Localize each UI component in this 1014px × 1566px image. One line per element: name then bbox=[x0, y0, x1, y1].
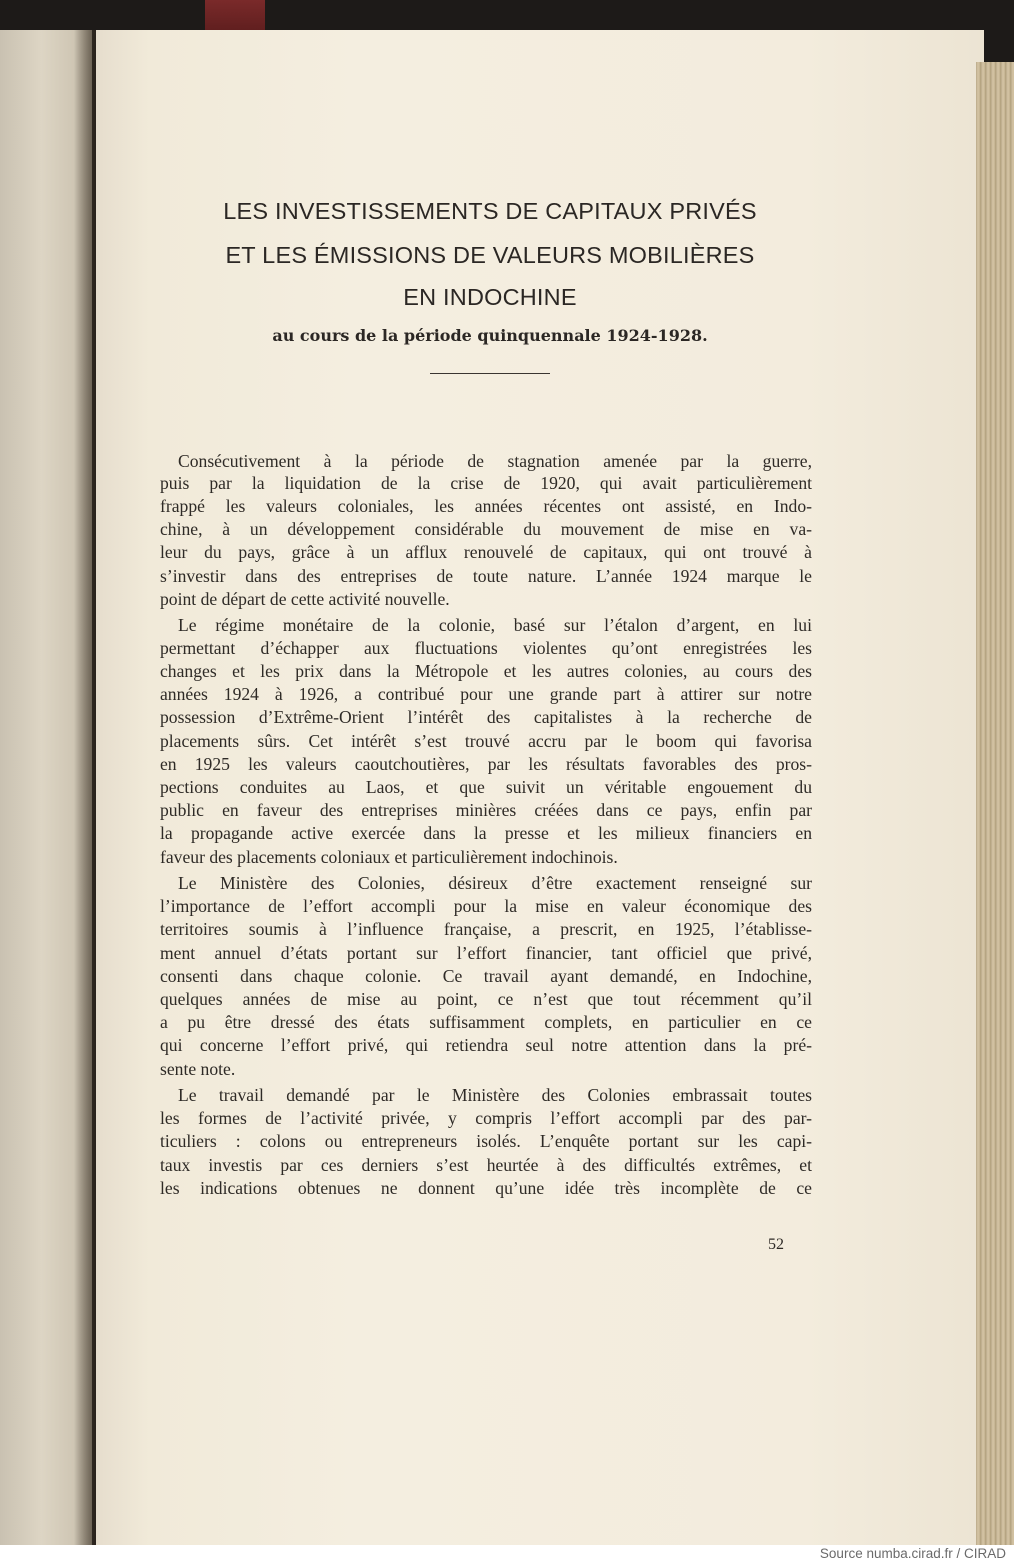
text-line: chine, à un développement considérable du mouvement de mise en va- bbox=[160, 519, 812, 539]
text-line: permettant d’échapper aux fluctuations violentes qu’ont enregistrées les bbox=[160, 638, 812, 658]
text-line: sente note. bbox=[160, 1059, 236, 1079]
text-line: frappé les valeurs coloniales, les années récentes ont assisté, en Indo- bbox=[160, 496, 812, 516]
text-line: consenti dans chaque colonie. Ce travail ayant demandé, en Indochine, bbox=[160, 966, 812, 986]
text-line: la propagande active exercée dans la presse et les milieux financiers en bbox=[160, 823, 812, 843]
page-number: 52 bbox=[768, 1236, 784, 1253]
text-line: les indications obtenues ne donnent qu’une idée très incomplète de ce bbox=[160, 1178, 812, 1198]
text-line: les formes de l’activité privée, y compris l’effort accompli par des par- bbox=[160, 1108, 812, 1128]
title-divider bbox=[430, 373, 550, 374]
text-line: quelques années de mise au point, ce n’est que tout récemment qu’il bbox=[160, 989, 812, 1009]
source-credit: Source numba.cirad.fr / CIRAD bbox=[819, 1546, 1006, 1561]
text-line: Le régime monétaire de la colonie, basé sur l’étalon d’argent, en lui bbox=[178, 615, 812, 635]
title-line-1: LES INVESTISSEMENTS DE CAPITAUX PRIVÉS bbox=[223, 198, 757, 224]
text-line: pections conduites au Laos, et que suivit un véritable engouement du bbox=[160, 777, 812, 797]
text-line: s’investir dans des entreprises de toute nature. L’année 1924 marque le bbox=[160, 566, 812, 586]
title-line-3: EN INDOCHINE bbox=[403, 284, 577, 310]
text-line: territoires soumis à l’influence française, a prescrit, en 1925, l’établisse- bbox=[160, 919, 812, 939]
subtitle: au cours de la période quinquennale 1924-1928. bbox=[272, 326, 708, 345]
text-line: placements sûrs. Cet intérêt s’est trouvé accru par le boom qui favorisa bbox=[160, 731, 812, 751]
text-line: point de départ de cette activité nouvelle. bbox=[160, 589, 450, 609]
text-line: ment annuel d’états portant sur l’effort financier, tant officiel que privé, bbox=[160, 943, 812, 963]
text-line: en 1925 les valeurs caoutchoutières, par les résultats favorables des pros- bbox=[160, 754, 812, 774]
text-line: Consécutivement à la période de stagnation amenée par la guerre, bbox=[178, 451, 812, 471]
text-line: faveur des placements coloniaux et particulièrement indochinois. bbox=[160, 847, 618, 867]
text-line: qui concerne l’effort privé, qui retiendra seul notre attention dans la pré- bbox=[160, 1035, 812, 1055]
text-line: leur du pays, grâce à un afflux renouvelé de capitaux, qui ont trouvé à bbox=[160, 542, 812, 562]
text-line: ticuliers : colons ou entrepreneurs isolés. L’enquête portant sur les capi- bbox=[160, 1131, 812, 1151]
text-line: public en faveur des entreprises minières créées dans ce pays, enfin par bbox=[160, 800, 812, 820]
text-line: changes et les prix dans la Métropole et les autres colonies, au cours des bbox=[160, 661, 812, 681]
text-line: Le travail demandé par le Ministère des Colonies embrassait toutes bbox=[178, 1085, 812, 1105]
text-line: l’importance de l’effort accompli pour la mise en valeur économique des bbox=[160, 896, 812, 916]
text-line: taux investis par ces derniers s’est heurtée à des difficultés extrêmes, et bbox=[160, 1155, 812, 1175]
text-line: a pu être dressé des états suffisamment complets, en particulier en ce bbox=[160, 1012, 812, 1032]
title-line-2: ET LES ÉMISSIONS DE VALEURS MOBILIÈRES bbox=[225, 242, 755, 268]
text-line: années 1924 à 1926, a contribué pour une grande part à attirer sur notre bbox=[160, 684, 812, 704]
text-line: puis par la liquidation de la crise de 1920, qui avait particulièrement bbox=[160, 473, 812, 493]
text-line: possession d’Extrême-Orient l’intérêt des capitalistes à la recherche de bbox=[160, 707, 812, 727]
text-line: Le Ministère des Colonies, désireux d’être exactement renseigné sur bbox=[178, 873, 812, 893]
